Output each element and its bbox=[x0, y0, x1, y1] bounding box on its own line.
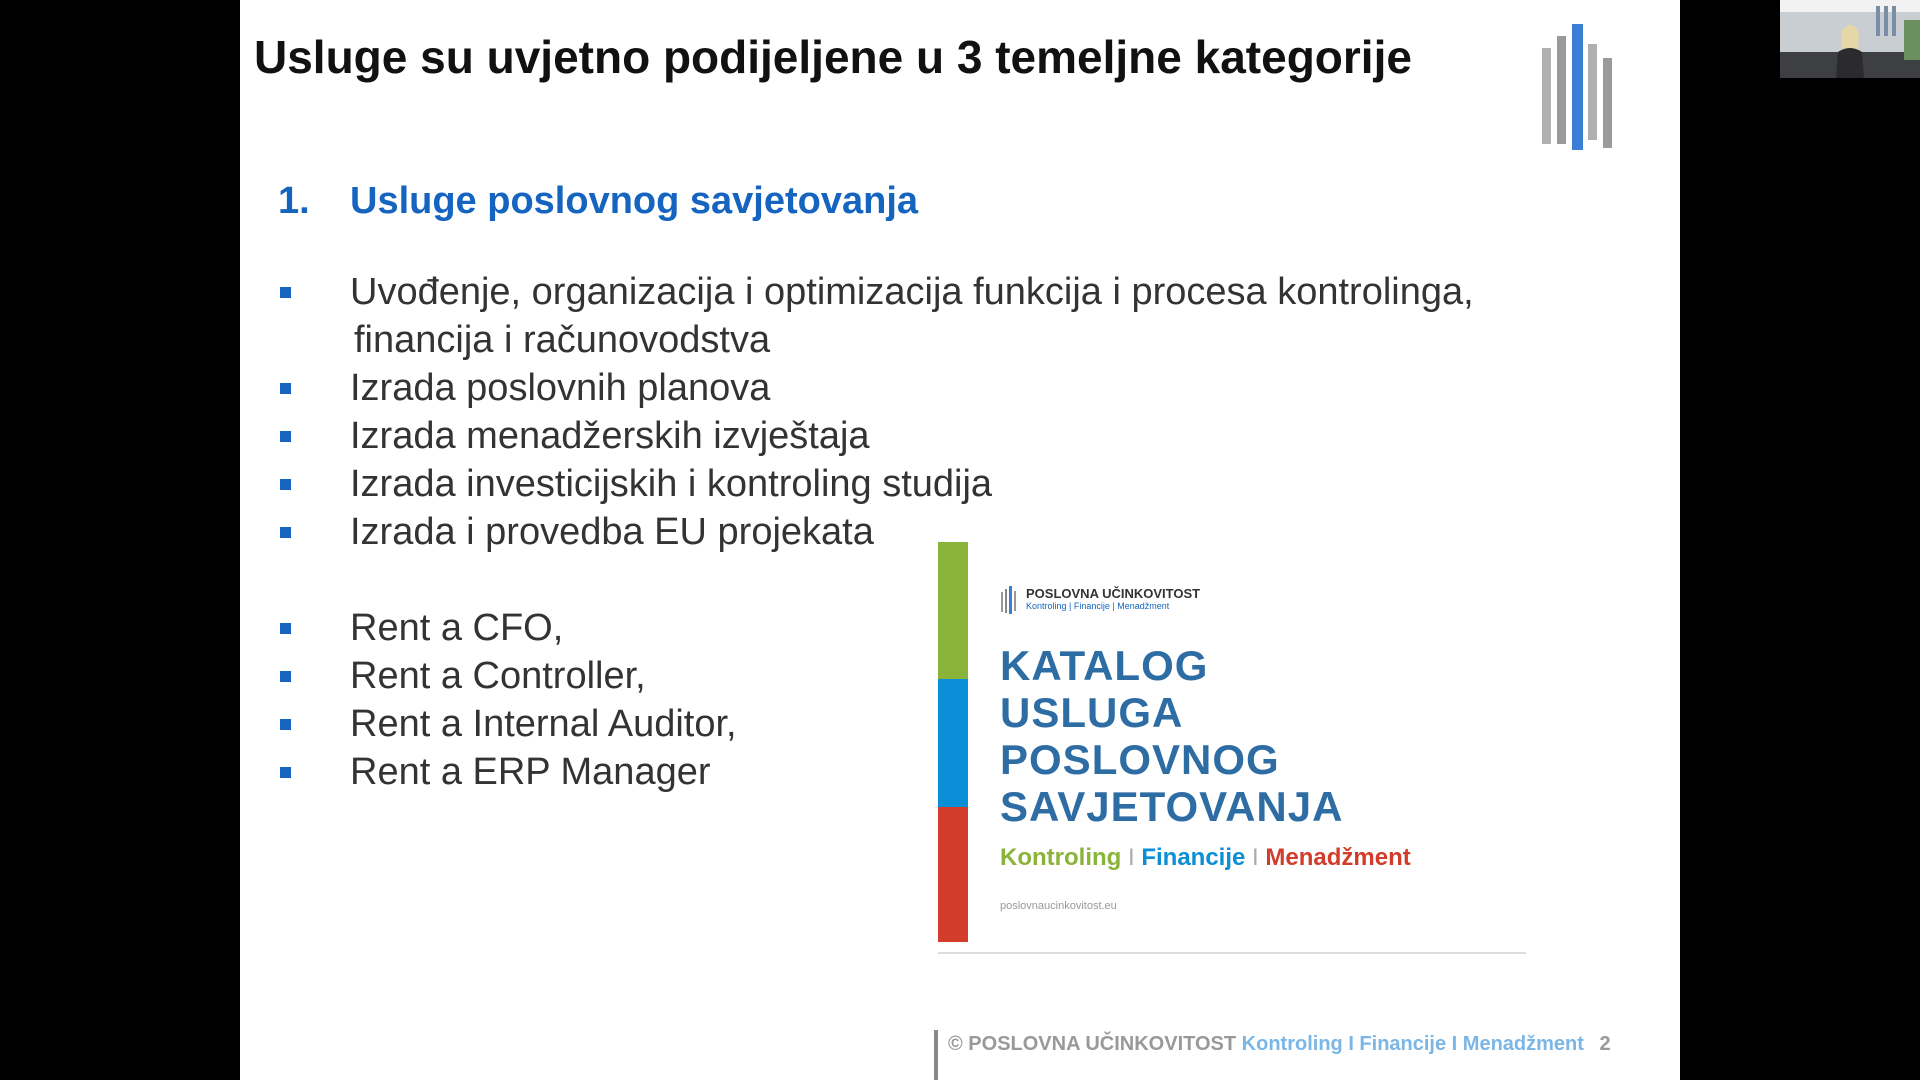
list-item: Rent a ERP Manager bbox=[278, 748, 1474, 796]
tag-kontroling: Kontroling bbox=[1000, 844, 1122, 871]
stripe-blue bbox=[938, 679, 968, 807]
list-item: Izrada menadžerskih izvještaja bbox=[278, 412, 1474, 460]
bullet-square-icon bbox=[280, 287, 291, 298]
catalog-url: poslovnaucinkovitost.eu bbox=[1000, 900, 1117, 912]
list-item: Rent a Controller, bbox=[278, 652, 1474, 700]
slide-title: Usluge su uvjetno podijeljene u 3 temeljne kategorije bbox=[254, 31, 1412, 83]
list-item: Izrada investicijskih i kontroling studija bbox=[278, 460, 1474, 508]
company-logo-icon bbox=[1540, 18, 1640, 153]
bullet-square-icon bbox=[280, 479, 291, 490]
stripe-red bbox=[938, 807, 968, 942]
bullet-square-icon bbox=[280, 431, 291, 442]
tag-menadzment: Menadžment bbox=[1265, 844, 1411, 871]
list-item: Rent a Internal Auditor, bbox=[278, 700, 1474, 748]
bullet-square-icon bbox=[280, 719, 291, 730]
catalog-heading: KATALOG USLUGA POSLOVNOG SAVJETOVANJA bbox=[1000, 642, 1344, 830]
list-item: Izrada i provedba EU projekata bbox=[278, 508, 1474, 556]
catalog-tags: Kontroling I Financije I Menadžment bbox=[1000, 844, 1411, 871]
bullet-square-icon bbox=[280, 527, 291, 538]
footer-tagline: Kontroling I Financije I Menadžment bbox=[1241, 1033, 1584, 1055]
bullet-square-icon bbox=[280, 767, 291, 778]
stripe-green bbox=[938, 542, 968, 679]
presenter-video-icon bbox=[1780, 0, 1920, 78]
bullet-square-icon bbox=[280, 383, 291, 394]
presentation-slide bbox=[240, 0, 1680, 1080]
bullet-square-icon bbox=[280, 671, 291, 682]
page-number: 2 bbox=[1599, 1033, 1611, 1055]
list-item: Uvođenje, organizacija i optimizacija funkcija i procesa kontrolinga, financija i računovodstva bbox=[278, 268, 1474, 364]
list-item: Izrada poslovnih planova bbox=[278, 364, 1474, 412]
list-item: Rent a CFO, bbox=[278, 604, 1474, 652]
slide-footer bbox=[934, 1030, 1611, 1080]
section-heading bbox=[278, 180, 918, 223]
section-title: Usluge poslovnog savjetovanja bbox=[350, 180, 919, 222]
bullet-square-icon bbox=[280, 623, 291, 634]
catalog-brand bbox=[1000, 586, 1200, 614]
brand-tagline: Kontroling | Financije | Menadžment bbox=[1026, 601, 1170, 611]
footer-copyright: © POSLOVNA UČINKOVITOST bbox=[948, 1033, 1237, 1055]
section-number: 1. bbox=[278, 180, 310, 222]
catalog-cover-image bbox=[938, 542, 1526, 954]
brand-name: POSLOVNA UČINKOVITOST bbox=[1026, 586, 1201, 601]
tag-financije: Financije bbox=[1141, 844, 1246, 871]
brand-logo-icon bbox=[1000, 586, 1020, 614]
webcam-thumbnail[interactable] bbox=[1780, 0, 1920, 78]
